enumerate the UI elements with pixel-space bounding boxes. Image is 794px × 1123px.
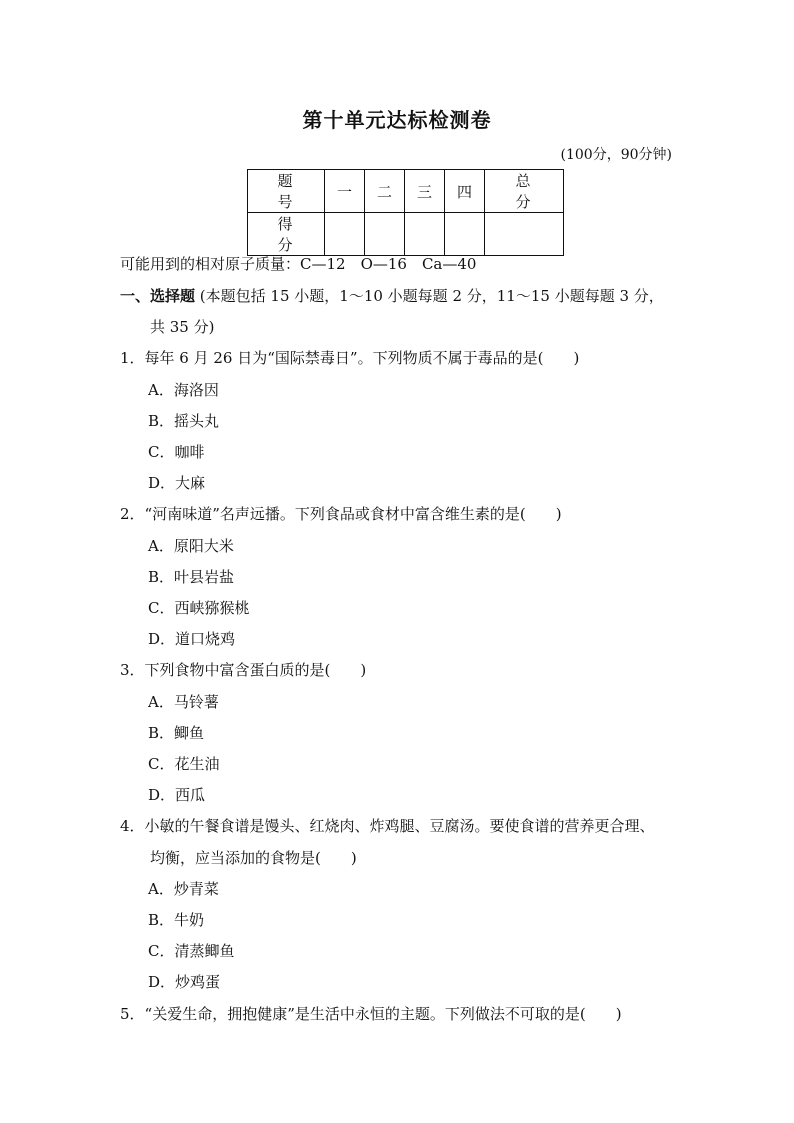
cell-section-3: 三	[405, 170, 445, 213]
question-1-stem: 1．每年 6 月 26 日为“国际禁毒日”。下列物质不属于毒品的是( )	[120, 349, 580, 367]
question-1-option-b[interactable]: B．摇头丸	[148, 412, 220, 430]
question-3-option-b[interactable]: B．鲫鱼	[148, 724, 205, 742]
score-cell-total[interactable]	[485, 213, 564, 256]
question-4-stem-cont: 均衡，应当添加的食物是( )	[150, 849, 357, 867]
cell-score-label: 得 分	[248, 213, 325, 256]
question-3-option-c[interactable]: C．花生油	[148, 755, 220, 773]
question-3-option-a[interactable]: A．马铃薯	[148, 693, 219, 711]
score-time-info: (100分，90分钟)	[560, 147, 672, 163]
question-2-option-d[interactable]: D．道口烧鸡	[148, 630, 236, 648]
section-1-description: (本题包括 15 小题，1～10 小题每题 2 分，11～15 小题每题 3 分，	[199, 287, 664, 305]
score-cell-section-2[interactable]	[365, 213, 405, 256]
score-table	[247, 169, 570, 256]
score-cell-section-3[interactable]	[405, 213, 445, 256]
score-cell-section-4[interactable]	[445, 213, 485, 256]
question-1-option-c[interactable]: C．咖啡	[148, 443, 205, 461]
section-1-heading: 一、选择题	[120, 287, 196, 305]
question-2-option-b[interactable]: B．叶县岩盐	[148, 568, 235, 586]
question-1-option-d[interactable]: D．大麻	[148, 474, 206, 492]
section-1-heading-line	[120, 285, 664, 306]
question-4-option-c[interactable]: C．清蒸鲫鱼	[148, 942, 235, 960]
cell-question-number-label: 题 号	[248, 170, 325, 213]
question-2-option-c[interactable]: C．西峡猕猴桃	[148, 599, 250, 617]
question-4-option-d[interactable]: D．炒鸡蛋	[148, 973, 221, 991]
question-1-option-a[interactable]: A．海洛因	[148, 381, 219, 399]
question-4-option-b[interactable]: B．牛奶	[148, 911, 205, 929]
question-3-option-d[interactable]: D．西瓜	[148, 786, 206, 804]
score-table-score-row	[248, 213, 564, 256]
question-4-option-a[interactable]: A．炒青菜	[148, 880, 219, 898]
cell-total-label: 总 分	[485, 170, 564, 213]
cell-section-4: 四	[445, 170, 485, 213]
page-title: 第十单元达标检测卷	[302, 108, 492, 132]
question-4-stem: 4．小敏的午餐食谱是馒头、红烧肉、炸鸡腿、豆腐汤。要使食谱的营养更合理、	[120, 817, 655, 835]
question-3-stem: 3．下列食物中富含蛋白质的是( )	[120, 661, 367, 679]
atomic-masses-note: 可能用到的相对原子质量：C—12 O—16 Ca—40	[120, 255, 477, 273]
section-1-description-cont: 共 35 分)	[150, 318, 215, 336]
cell-section-1: 一	[325, 170, 365, 213]
cell-section-2: 二	[365, 170, 405, 213]
question-5-stem: 5．“关爱生命，拥抱健康”是生活中永恒的主题。下列做法不可取的是( )	[120, 1005, 622, 1023]
question-2-stem: 2．“河南味道”名声远播。下列食品或食材中富含维生素的是( )	[120, 505, 562, 523]
score-table-header-row	[248, 170, 564, 213]
question-2-option-a[interactable]: A．原阳大米	[148, 537, 234, 555]
